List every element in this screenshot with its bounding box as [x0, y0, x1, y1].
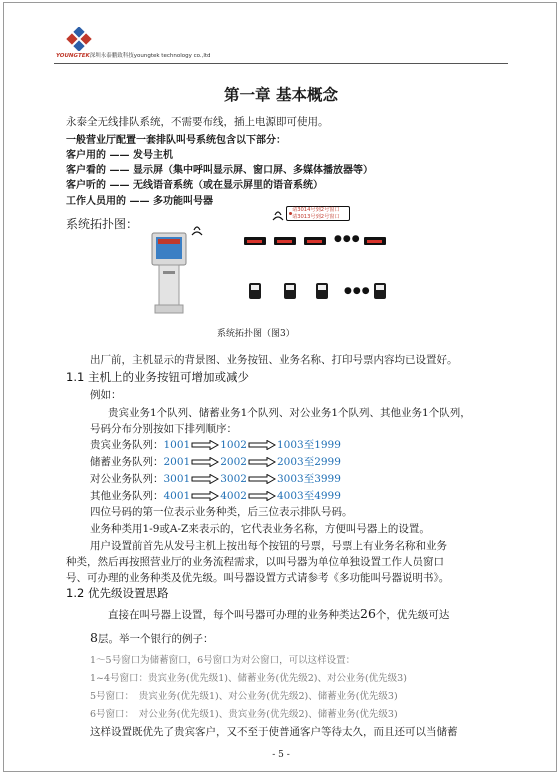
ellipsis-icon: ●●●: [344, 286, 371, 296]
wireless-signal-icon: [271, 210, 285, 222]
section-text: 这样设置既优先了贵宾客户，又不至于使普通客户等待太久，而且还可以当储蓄: [90, 726, 458, 738]
queue-row: [90, 471, 341, 486]
header-rule: [54, 63, 508, 64]
ticket-kiosk-image: [149, 231, 189, 316]
right-arrow-icon: [191, 457, 219, 467]
company-name: YOUNGTEK深圳永泰鹏致科技youngtek technology co.,ltd: [56, 53, 211, 59]
queue-number: 4002: [220, 490, 247, 502]
window-display: [364, 237, 386, 245]
right-arrow-icon: [248, 457, 276, 467]
caller-keypad: [374, 283, 386, 299]
right-arrow-icon: [248, 440, 276, 450]
company-logo: [64, 27, 94, 51]
queue-range: 3003至3999: [276, 473, 341, 485]
example-line: 5号窗口： 贵宾业务(优先级1)、对公业务(优先级2)、储蓄业务(优先级3): [90, 691, 398, 702]
caller-keypad: [316, 283, 328, 299]
section-text: 8层。举一个银行的例子：: [90, 630, 214, 645]
right-arrow-icon: [191, 491, 219, 501]
topology-label: 系统拓扑图：: [66, 217, 139, 231]
wireless-signal-icon: [190, 225, 204, 237]
config-item: 客户用的 —— 发号主机: [66, 150, 173, 161]
section-text: 种类，然后再按照营业厅的业务流程需求，以叫号器为单位单独设置工作人员窗口: [66, 556, 444, 568]
window-display: [244, 237, 266, 245]
queue-range: 2003至2999: [276, 456, 341, 468]
section-text: 直接在叫号器上设置，每个叫号器可办理的业务种类达26个，优先级可达: [108, 606, 450, 621]
queue-row: [90, 437, 341, 452]
config-heading: 一般营业厅配置一套排队叫号系统包含以下部分：: [66, 135, 286, 146]
factory-note: 出厂前，主机显示的背景图、业务按钮、业务名称、打印号票内容均已设置好。: [90, 354, 458, 366]
queue-name: 贵宾业务队列：: [90, 439, 164, 451]
queue-number: 1002: [220, 439, 247, 451]
display-line: 请3013号到2号窗口: [292, 213, 340, 220]
right-arrow-icon: [248, 491, 276, 501]
section-text: 四位号码的第一位表示业务种类，后三位表示排队号码。: [90, 506, 353, 518]
example-line: 1~4号窗口：贵宾业务(优先级1)、储蓄业务(优先级2)、对公业务(优先级3): [90, 673, 407, 684]
queue-number: 4001: [163, 490, 191, 502]
section-text: 业务种类用1-9或A-Z来表示的，它代表业务名称，方便叫号器上的设置。: [90, 523, 430, 535]
queue-number: 2002: [220, 456, 247, 468]
queue-name: 储蓄业务队列：: [90, 456, 164, 468]
queue-number: 3001: [163, 473, 191, 485]
topology-caption: 系统拓扑图（图3）: [217, 329, 295, 339]
queue-row: [90, 454, 341, 469]
queue-row: [90, 488, 341, 503]
central-display: [286, 206, 350, 221]
queue-range: 1003至1999: [276, 439, 341, 451]
example-label: 例如：: [90, 389, 122, 401]
section-text: 号码分布分别按如下排列顺序：: [90, 423, 237, 435]
section-text: 号、可办理的业务种类及优先级。叫号器设置方式请参考《多功能叫号器说明书》。: [66, 572, 450, 584]
section-text: 贵宾业务1个队列、储蓄业务1个队列、对公业务1个队列、其他业务1个队列，: [108, 407, 471, 419]
caller-keypad: [249, 283, 261, 299]
caller-keypad: [284, 283, 296, 299]
queue-name: 对公业务队列：: [90, 473, 164, 485]
section-1-1-title: 1.1 主机上的业务按钮可增加或减少: [66, 370, 249, 384]
section-1-2-title: 1.2 优先级设置思路: [66, 586, 169, 600]
example-line: 1～5号窗口为储蓄窗口，6号窗口为对公窗口，可以这样设置：: [90, 655, 356, 666]
page-number: - 5 -: [272, 750, 290, 760]
right-arrow-icon: [248, 474, 276, 484]
queue-number: 2001: [163, 456, 191, 468]
config-item: 客户看的 —— 显示屏（集中呼叫显示屏、窗口屏、多媒体播放器等）: [66, 165, 373, 176]
queue-number: 3002: [220, 473, 247, 485]
ellipsis-icon: ●●●: [334, 234, 361, 244]
config-item: 客户听的 —— 无线语音系统（或在显示屏里的语音系统）: [66, 180, 323, 191]
chapter-title: 第一章 基本概念: [224, 85, 338, 104]
queue-name: 其他业务队列：: [90, 490, 164, 502]
example-line: 6号窗口： 对公业务(优先级1)、贵宾业务(优先级2)、储蓄业务(优先级3): [90, 709, 398, 720]
queue-number: 1001: [163, 439, 191, 451]
window-display: [304, 237, 326, 245]
intro-text: 永泰全无线排队系统，不需要布线，插上电源即可使用。: [66, 116, 329, 128]
display-line: 请3014号到2号窗口: [292, 207, 340, 213]
document-page: [3, 2, 557, 772]
config-item: 工作人员用的 —— 多功能叫号器: [66, 196, 213, 207]
queue-range: 4003至4999: [276, 490, 341, 502]
right-arrow-icon: [191, 474, 219, 484]
window-display: [274, 237, 296, 245]
right-arrow-icon: [191, 440, 219, 450]
section-text: 用户设置前首先从发号主机上按出每个按钮的号票，号票上有业务名称和业务: [90, 540, 447, 552]
